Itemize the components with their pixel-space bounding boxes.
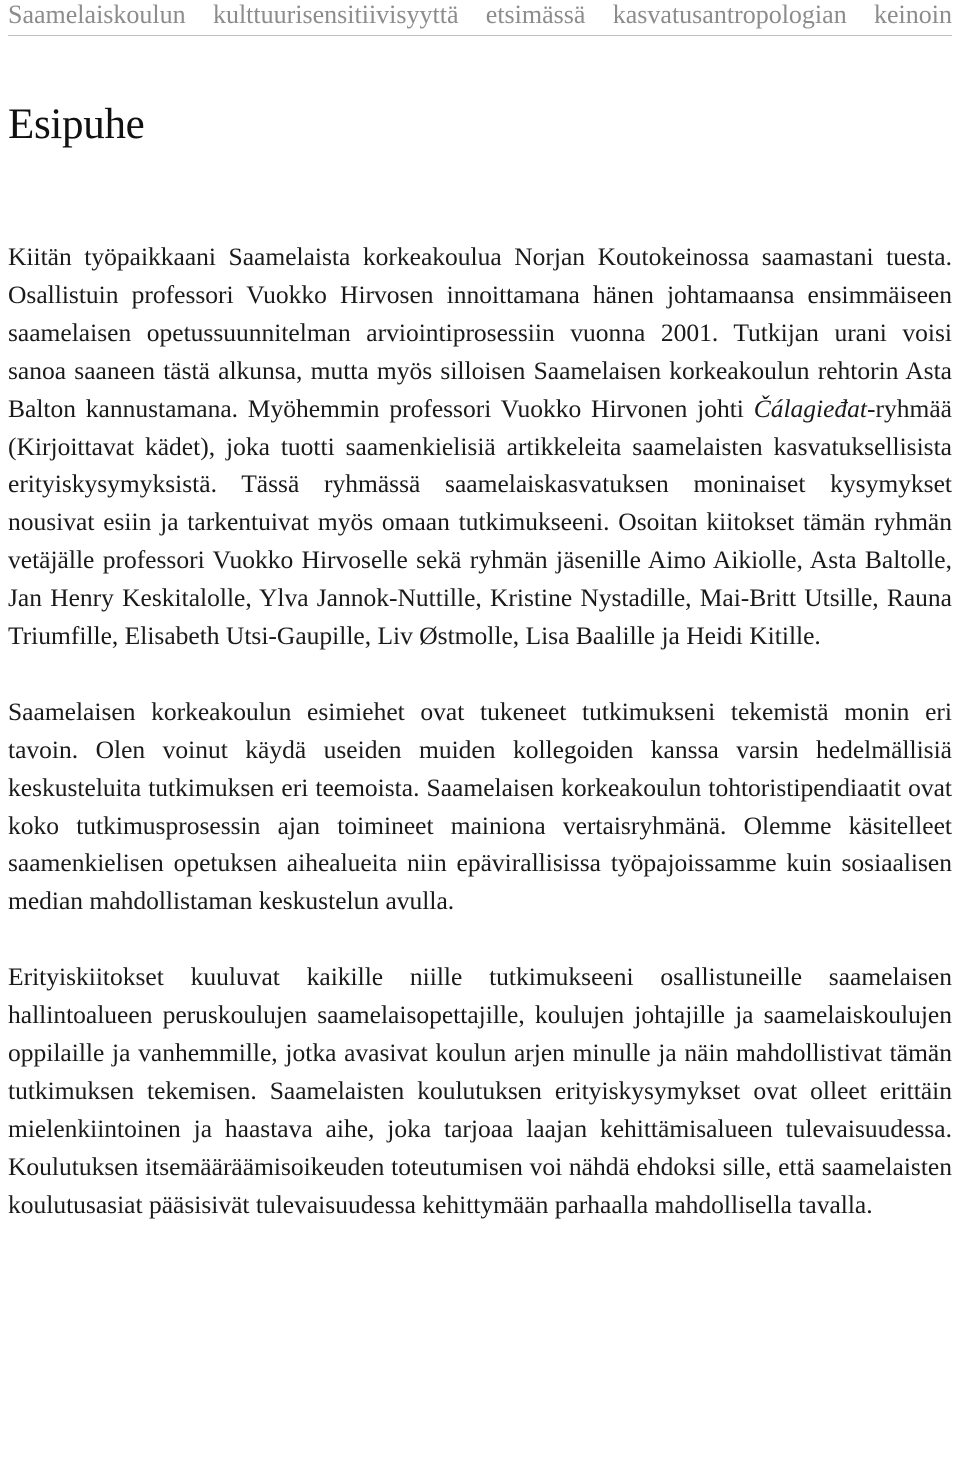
- paragraph-text: -ryhmää (Kirjoittavat kädet), joka tuotti saamenkielisiä artikkeleita saamelaisten kasvatuksellisista erityiskysymyksistä. Tässä ryhmässä saamelaiskasvatuksen moninaiset kysymykset nousivat esiin ja tarkentuivat myös omaan tutkimukseeni. Osoitan kiitokset tämän ryhmän vetäjälle professori Vuokko Hirvoselle sekä ryhmän jäsenille Aimo Aikiolle, Asta Baltolle, Jan Henry Keskitalolle, Ylva Jannok-Nuttille, Kristine Nystadille, Mai-Britt Utsille, Rauna Triumfille, Elisabeth Utsi-Gaupille, Liv Østmolle, Lisa Baalille ja Heidi Kitille.: [8, 393, 952, 651]
- chapter-title: Esipuhe: [8, 101, 145, 148]
- paragraph-text: Kiitän työpaikkaani Saamelaista korkeakoulua Norjan Koutokeinossa saamastani tuesta. Osallistuin professori Vuokko Hirvosen innoittamana hänen johtamaansa ensimmäiseen saamelaisen opetussuunnitelman arviointiprosessiin vuonna 2001. Tutkijan urani voisi sanoa saaneen tästä alkunsa, mutta myös silloisen Saamelaisen korkeakoulun rehtorin Asta Balton kannustamana. Myöhemmin professori Vuokko Hirvonen johti: [8, 242, 952, 423]
- paragraph-colleagues: Saamelaisen korkeakoulun esimiehet ovat tukeneet tutkimukseni tekemistä monin eri tavoin. Olen voinut käydä useiden muiden kollegoiden kanssa varsin hedelmällisiä keskusteluita tutkimuksen eri teemoista. Saamelaisen korkeakoulun tohtoristipendiaatit ovat koko tutkimusprosessin ajan toimineet mainiona vertaisryhmänä. Olemme käsitelleet saamenkielisen opetuksen aihealueita niin epävirallisissa työpajoissamme kuin sosiaalisen median mahdollistaman keskustelun avulla.: [8, 696, 952, 916]
- paragraph-acknowledgements-intro: [8, 238, 952, 655]
- running-header: Saamelaiskoulun kulttuurisensitiivisyyttä etsimässä kasvatusantropologian keinoin: [8, 0, 952, 29]
- body-text: [8, 238, 952, 1224]
- header-divider: [8, 35, 952, 36]
- group-name-italic: Čálagieđat: [753, 393, 868, 423]
- paragraph-special-thanks: Erityiskiitokset kuuluvat kaikille niille tutkimukseeni osallistuneille saamelaisen hallintoalueen peruskoulujen saamelaisopettajille, koulujen johtajille ja saamelaiskoulujen oppilaille ja vanhemmille, jotka avasivat koulun arjen minulle ja näin mahdollistivat tämän tutkimuksen tekemisen. Saamelaisten koulutuksen erityiskysymykset ovat olleet erittäin mielenkiintoinen ja haastava aihe, joka tarjoaa laajan kehittämisalueen tulevaisuudessa. Koulutuksen itsemääräämisoikeuden toteutumisen voi nähdä ehdoksi sille, että saamelaisten koulutusasiat pääsisivät tulevaisuudessa kehittymään parhaalla mahdollisella tavalla.: [8, 962, 952, 1219]
